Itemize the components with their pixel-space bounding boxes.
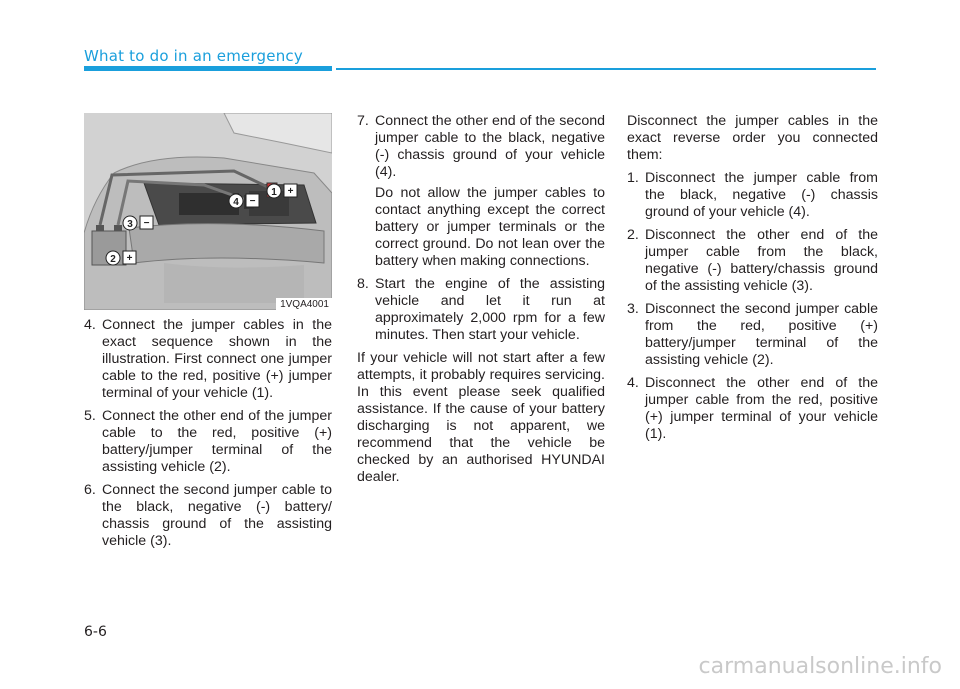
svg-text:1: 1 — [271, 187, 277, 198]
disconnect-step-4 — [627, 375, 878, 443]
column-middle — [357, 113, 605, 492]
step-number: 3. — [627, 301, 639, 317]
step-number: 7. — [357, 113, 369, 129]
step-number: 2. — [627, 227, 639, 243]
step-text: Disconnect the other end of the jumper cable from the black, negative (-) battery/chassis ground of the assisting vehicle (3). — [645, 227, 878, 294]
step-text: Disconnect the jumper cable from the black, negative (-) chassis ground of your vehicle (4). — [645, 170, 878, 220]
step-6 — [84, 482, 332, 550]
step-number: 4. — [84, 317, 96, 333]
step-number: 5. — [84, 408, 96, 424]
step-number: 1. — [627, 170, 639, 186]
jump-start-illustration — [84, 113, 332, 310]
step-number: 6. — [84, 482, 96, 498]
step-text: Connect the jumper cables in the exact sequence shown in the illustration. First connect one jumper cable to the red, positive (+) jumper terminal of your vehicle (1). — [102, 317, 332, 401]
column-right — [627, 113, 878, 449]
step-8 — [357, 276, 605, 344]
step-text: Connect the other end of the second jumper cable to the black, negative (-) chassis ground of your vehicle (4). — [375, 113, 605, 180]
servicing-paragraph: If your vehicle will not start after a few attempts, it probably requires servicing. In this event please seek qualified assistance. If the cause of your battery discharging is not apparent, we recommend that the vehicle be checked by an authorised HYUNDAI dealer. — [357, 350, 605, 485]
section-title: What to do in an emergency — [84, 47, 303, 65]
step-text: Connect the second jumper cable to the black, negative (-) battery/ chassis ground of the assisting vehicle (3). — [102, 482, 332, 549]
step-4 — [84, 317, 332, 402]
step-7 — [357, 113, 605, 181]
figure-code: 1VQA4001 — [276, 298, 332, 310]
watermark-link[interactable]: carmanualsonline.info — [698, 654, 942, 679]
header-rule-thin — [336, 68, 876, 70]
disconnect-step-3 — [627, 301, 878, 369]
step-text: Connect the other end of the jumper cable to the red, positive (+) battery/jumper terminal of the assisting vehicle (2). — [102, 408, 332, 475]
column-left — [84, 317, 332, 556]
disconnect-intro: Disconnect the jumper cables in the exact reverse order you connected them: — [627, 113, 878, 163]
step-text: Disconnect the second jumper cable from the red, positive (+) battery/jumper terminal of the assisting vehicle (2). — [645, 301, 878, 368]
svg-text:3: 3 — [127, 219, 133, 230]
svg-text:+: + — [287, 186, 294, 197]
step-text: Start the engine of the assisting vehicle and let it run at approximately 2,000 rpm for a few minutes. Then start your vehicle. — [375, 276, 605, 343]
step-number: 8. — [357, 276, 369, 292]
svg-text:4: 4 — [233, 197, 239, 208]
step-5 — [84, 408, 332, 476]
disconnect-step-2 — [627, 227, 878, 295]
svg-text:−: − — [249, 196, 256, 207]
page-number: 6-6 — [84, 624, 107, 640]
step-text: Disconnect the other end of the jumper cable from the red, positive (+) jumper terminal of your vehicle (1). — [645, 375, 878, 442]
svg-text:2: 2 — [110, 254, 116, 265]
step-number: 4. — [627, 375, 639, 391]
illustration-drawing — [84, 113, 332, 310]
disconnect-step-1 — [627, 170, 878, 221]
svg-text:−: − — [143, 218, 150, 229]
header-rule-thick — [84, 66, 332, 71]
step-7-note: Do not allow the jumper cables to contact anything except the correct battery or jumper terminals or the correct ground. Do not lean over the battery when making connections. — [375, 185, 605, 269]
svg-text:+: + — [126, 253, 133, 264]
